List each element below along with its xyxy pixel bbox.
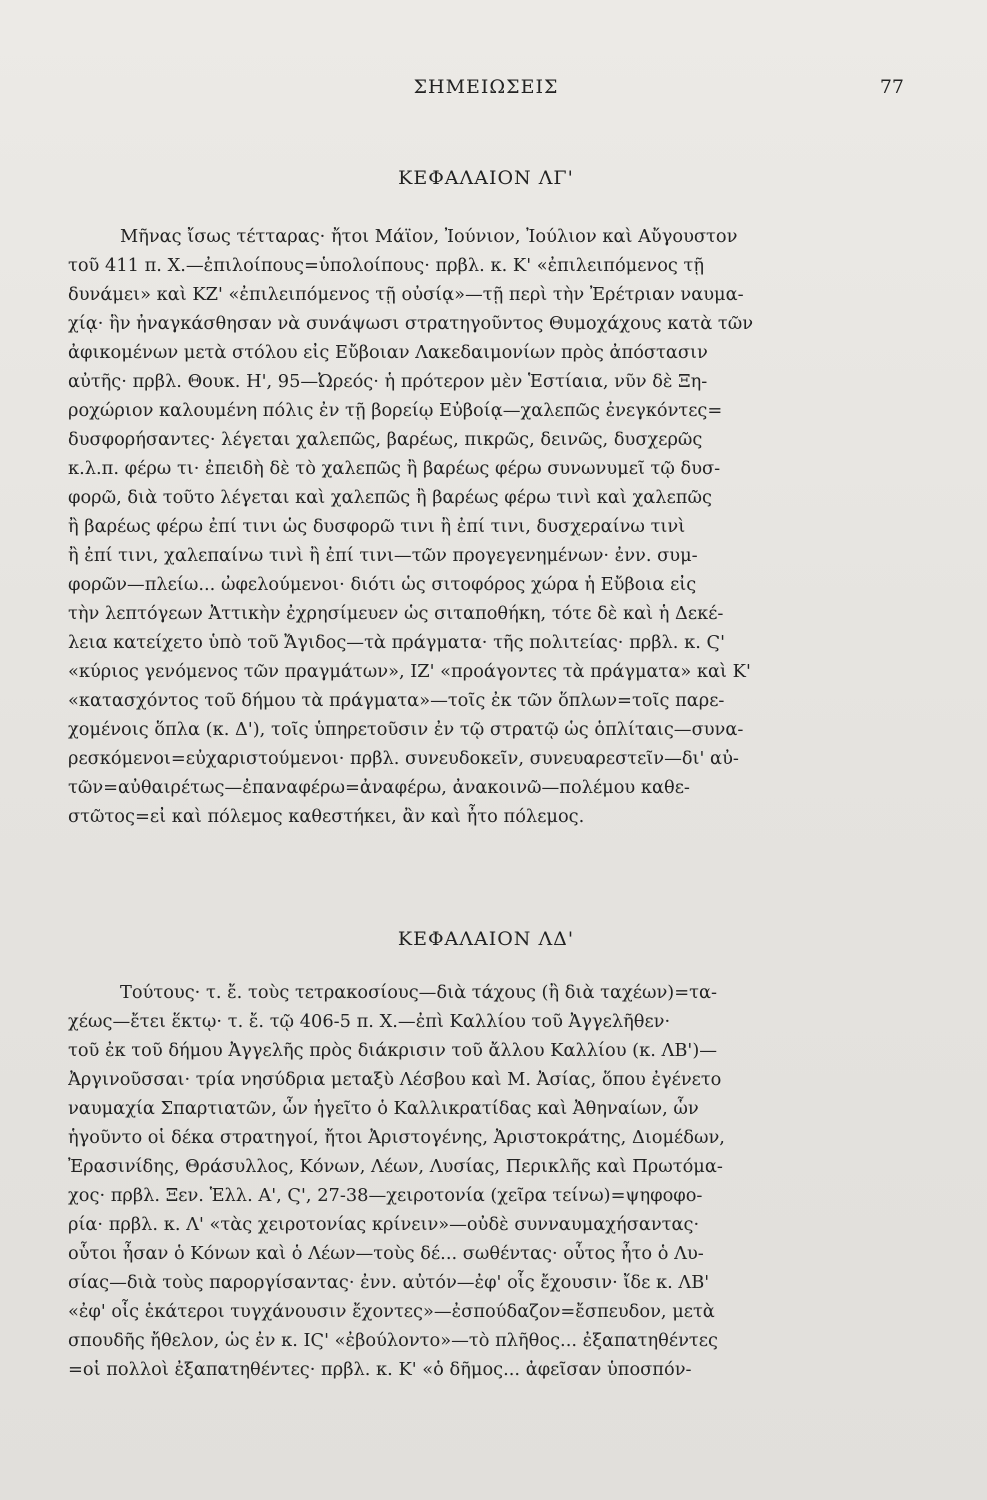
text-line: Ἐρασινίδης, Θράσυλλος, Κόνων, Λέων, Λυσίας, Περικλῆς καὶ Πρωτόμα- xyxy=(68,1156,723,1177)
text-line: δυνάμει» καὶ ΚΖ' «ἐπιλειπόμενος τῇ οὐσίᾳ»—τῇ περὶ τὴν Ἐρέτριαν ναυμα- xyxy=(68,284,744,305)
text-line: «κύριος γενόμενος τῶν πραγμάτων», ΙΖ' «προάγοντες τὰ πράγματα» καὶ Κ' xyxy=(68,661,751,682)
text-line: τοῦ ἐκ τοῦ δήμου Ἀγγελῆς πρὸς διάκρισιν τοῦ ἄλλου Καλλίου (κ. ΛΒ')— xyxy=(68,1040,718,1061)
text-line: ἢ βαρέως φέρω ἐπί τινι ὡς δυσφορῶ τινι ἢ ἐπί τινι, δυσχεραίνω τινὶ xyxy=(68,516,686,537)
text-line: φορῶ, διὰ τοῦτο λέγεται καὶ χαλεπῶς ἢ βαρέως φέρω τινὶ καὶ χαλεπῶς xyxy=(68,487,712,508)
text-line: χίᾳ· ἣν ἠναγκάσθησαν νὰ συνάψωσι στρατηγοῦντος Θυμοχάχους κατὰ τῶν xyxy=(68,313,754,334)
text-line: κ.λ.π. φέρω τι· ἐπειδὴ δὲ τὸ χαλεπῶς ἢ βαρέως φέρω συνωνυμεῖ τῷ δυσ- xyxy=(68,458,721,479)
text-line: χομένοις ὅπλα (κ. Δ'), τοῖς ὑπηρετοῦσιν ἐν τῷ στρατῷ ὡς ὁπλίταις—συνα- xyxy=(68,719,744,740)
text-line: ναυμαχία Σπαρτιατῶν, ὧν ἡγεῖτο ὁ Καλλικρατίδας καὶ Ἀθηναίων, ὧν xyxy=(68,1098,699,1119)
text-line: αὐτῆς· πρβλ. Θουκ. Η', 95—Ὠρεός· ἡ πρότερον μὲν Ἑστίαια, νῦν δὲ Ξη- xyxy=(68,371,708,392)
chapter-heading-ld: ΚΕΦΑΛΑΙΟΝ ΛΔ' xyxy=(397,928,575,950)
text-line: λεια κατείχετο ὑπὸ τοῦ Ἄγιδος—τὰ πράγματα· τῆς πολιτείας· πρβλ. κ. Ϛ' xyxy=(68,632,726,653)
text-line: ἡγοῦντο οἱ δέκα στρατηγοί, ἤτοι Ἀριστογένης, Ἀριστοκράτης, Διομέδων, xyxy=(68,1127,725,1148)
chapter-heading-lg: ΚΕΦΑΛΑΙΟΝ ΛΓ' xyxy=(398,167,574,189)
text-line: σπουδῆς ἤθελον, ὡς ἐν κ. ΙϚ' «ἐβούλοντο»—τὸ πλῆθος... ἐξαπατηθέντες xyxy=(68,1330,718,1351)
text-line: ρία· πρβλ. κ. Λ' «τὰς χειροτονίας κρίνειν»—οὐδὲ συνναυμαχήσαντας· xyxy=(68,1214,700,1235)
text-line: οὗτοι ἦσαν ὁ Κόνων καὶ ὁ Λέων—τοὺς δέ... σωθέντας· οὗτος ἦτο ὁ Λυ- xyxy=(68,1243,704,1264)
text-line: ἢ ἐπί τινι, χαλεπαίνω τινὶ ἢ ἐπί τινι—τῶν προγεγενημένων· ἐνν. συμ- xyxy=(68,545,698,566)
chapter-ld-text xyxy=(68,978,904,1384)
text-line: ροχώριον καλουμένη πόλις ἐν τῇ βορείῳ Εὐβοίᾳ—χαλεπῶς ἐνεγκόντες= xyxy=(68,400,723,421)
page-number: 77 xyxy=(879,76,904,98)
text-line: «ἐφ' οἷς ἑκάτεροι τυγχάνουσιν ἔχοντες»—ἐσπούδαζον=ἔσπευδον, μετὰ xyxy=(68,1301,715,1322)
text-line: στῶτος=εἰ καὶ πόλεμος καθεστήκει, ἂν καὶ ἦτο πόλεμος. xyxy=(68,806,585,827)
text-line: =οἱ πολλοὶ ἐξαπατηθέντες· πρβλ. κ. Κ' «ὁ δῆμος... ἀφεῖσαν ὑποσπόν- xyxy=(68,1359,692,1380)
text-line: τῶν=αὐθαιρέτως—ἐπαναφέρω=ἀναφέρω, ἀνακοινῶ—πολέμου καθε- xyxy=(68,777,690,798)
text-line: ἀφικομένων μετὰ στόλου εἰς Εὔβοιαν Λακεδαιμονίων πρὸς ἀπόστασιν xyxy=(68,342,708,363)
text-line: δυσφορήσαντες· λέγεται χαλεπῶς, βαρέως, πικρῶς, δεινῶς, δυσχερῶς xyxy=(68,429,703,450)
running-title: ΣΗΜΕΙΩΣΕΙΣ xyxy=(413,76,559,98)
text-line: Τούτους· τ. ἔ. τοὺς τετρακοσίους—διὰ τάχους (ἢ διὰ ταχέων)=τα- xyxy=(120,982,717,1003)
chapter-lg-text xyxy=(68,222,904,831)
text-line: χος· πρβλ. Ξεν. Ἑλλ. Α', Ϛ', 27-38—χειροτονία (χεῖρα τείνω)=ψηφοφο- xyxy=(68,1185,703,1206)
text-line: Ἀργινοῦσσαι· τρία νησύδρια μεταξὺ Λέσβου καὶ Μ. Ἀσίας, ὅπου ἐγένετο xyxy=(68,1069,722,1090)
running-head xyxy=(68,76,904,106)
text-line: σίας—διὰ τοὺς παροργίσαντας· ἐνν. αὐτόν—ἐφ' οἷς ἔχουσιν· ἴδε κ. ΛΒ' xyxy=(68,1272,710,1293)
text-line: «κατασχόντος τοῦ δήμου τὰ πράγματα»—τοῖς ἐκ τῶν ὅπλων=τοῖς παρε- xyxy=(68,690,725,711)
text-line: φορῶν—πλείω... ὠφελούμενοι· διότι ὡς σιτοφόρος χώρα ἡ Εὔβοια εἰς xyxy=(68,574,697,595)
text-line: χέως—ἔτει ἕκτῳ· τ. ἔ. τῷ 406-5 π. Χ.—ἐπὶ Καλλίου τοῦ Ἀγγελῆθεν· xyxy=(68,1011,671,1032)
text-line: Μῆνας ἴσως τέτταρας· ἤτοι Μάϊον, Ἰούνιον, Ἰούλιον καὶ Αὔγουστον xyxy=(120,226,738,247)
text-line: τὴν λεπτόγεων Ἀττικὴν ἐχρησίμευεν ὡς σιταποθήκη, τότε δὲ καὶ ἡ Δεκέ- xyxy=(68,603,724,624)
text-line: ρεσκόμενοι=εὐχαριστούμενοι· πρβλ. συνευδοκεῖν, συνευαρεστεῖν—δι' αὐ- xyxy=(68,748,739,769)
text-line: τοῦ 411 π. Χ.—ἐπιλοίπους=ὑπολοίπους· πρβλ. κ. Κ' «ἐπιλειπόμενος τῇ xyxy=(68,255,705,276)
